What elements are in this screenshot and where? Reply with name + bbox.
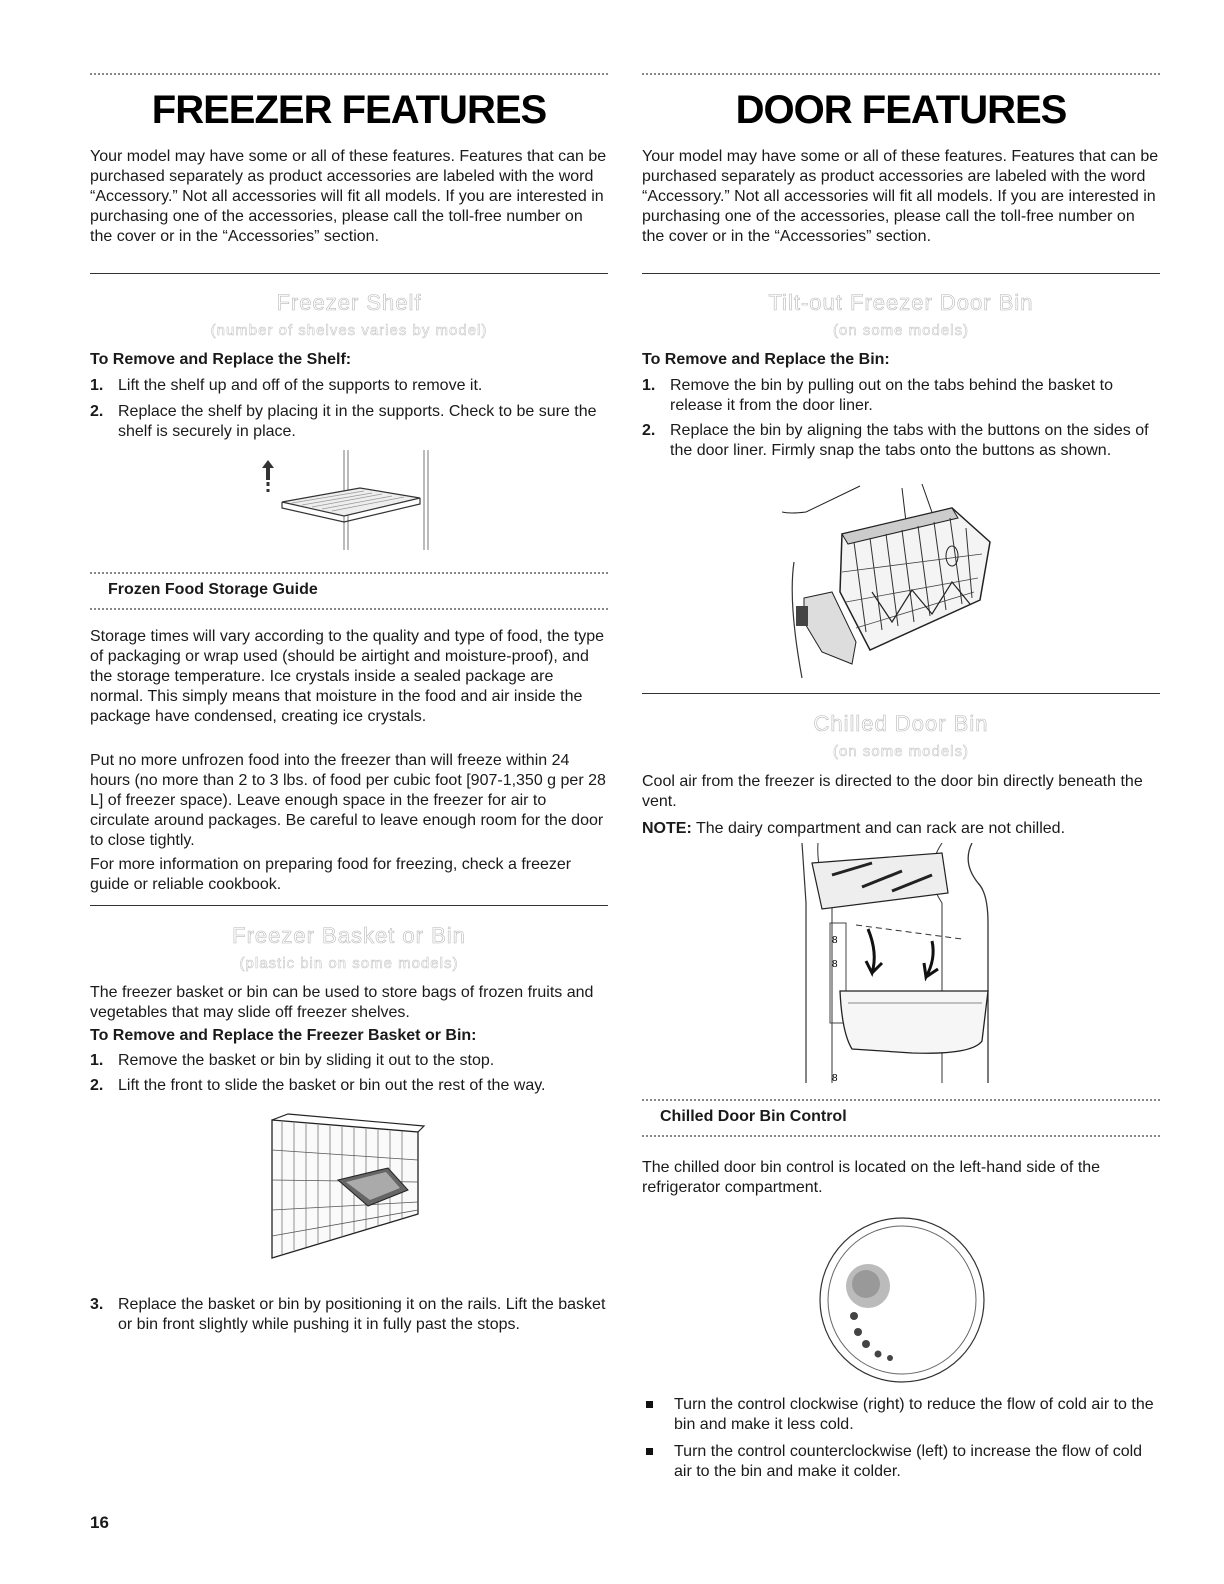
- tilt-bin-illustration: [782, 482, 1002, 682]
- step-text: Lift the front to slide the basket or bin out the rest of the way.: [118, 1077, 546, 1094]
- tilt-bin-heading: Tilt-out Freezer Door Bin: [768, 290, 1034, 315]
- basket-step: [90, 1076, 608, 1096]
- chilled-bin-illustration: [792, 843, 1012, 1088]
- bullet-text: Turn the control counterclockwise (left) to increase the flow of cold air to the bin and make it colder.: [674, 1443, 1143, 1480]
- basket-step: [90, 1295, 608, 1335]
- control-heading: Chilled Door Bin Control: [660, 1108, 847, 1125]
- chilled-bin-text: Cool air from the freezer is directed to the door bin directly beneath the vent.: [642, 773, 1143, 810]
- step-number: 2.: [90, 1077, 104, 1094]
- control-header: [642, 1099, 1160, 1137]
- up-arrow-icon: [262, 460, 274, 480]
- chilled-bin-note: [642, 819, 1160, 839]
- basket-instructions-title: To Remove and Replace the Freezer Basket or Bin:: [90, 1027, 477, 1044]
- svg-text:8: 8: [832, 959, 838, 970]
- basket-step: [90, 1051, 608, 1071]
- door-features-title: DOOR FEATURES: [735, 88, 1067, 132]
- control-bullet: [642, 1442, 1160, 1482]
- step-number: 1.: [90, 377, 104, 394]
- bullet-text: Turn the control clockwise (right) to reduce the flow of cold air to the bin and make it less cold.: [674, 1396, 1154, 1433]
- shelf-illustration: [252, 448, 452, 553]
- note-label: NOTE:: [642, 820, 692, 837]
- chilled-bin-subheading: (on some models): [832, 743, 970, 760]
- storage-paragraph: For more information on preparing food for freezing, check a freezer guide or reliable cookbook.: [90, 856, 572, 893]
- step-text: Remove the basket or bin by sliding it out to the stop.: [118, 1052, 495, 1069]
- chilled-bin-heading: Chilled Door Bin: [813, 711, 989, 736]
- svg-text:8: 8: [832, 935, 838, 946]
- tilt-bin-step: [642, 421, 1160, 461]
- bullet-square-icon: [646, 1448, 653, 1455]
- step-number: 1.: [90, 1052, 104, 1069]
- step-number: 2.: [90, 403, 104, 420]
- section-rule: [642, 693, 1160, 694]
- tilt-bin-subheading: (on some models): [832, 322, 970, 339]
- bullet-square-icon: [646, 1401, 653, 1408]
- step-text: Replace the shelf by placing it in the supports. Check to be sure the shelf is securely in place.: [118, 403, 597, 440]
- control-text: The chilled door bin control is located on the left-hand side of the refrigerator compartment.: [642, 1159, 1101, 1196]
- step-text: Replace the basket or bin by positioning it on the rails. Lift the basket or bin front slightly while pushing it in fully past the stops.: [118, 1296, 606, 1333]
- basket-subheading: (plastic bin on some models): [239, 955, 459, 972]
- basket-illustration: [268, 1110, 428, 1270]
- svg-text:8: 8: [832, 1073, 838, 1084]
- step-text: Replace the bin by aligning the tabs with the buttons on the sides of the door liner. Firmly snap the tabs onto the buttons as shown.: [670, 422, 1149, 459]
- door-intro: Your model may have some or all of these features. Features that can be purchased separately as product accessories are labeled with the word “Accessory.” Not all accessories will fit all models. If you are interested in purchasing one of the accessories, please call the toll-free number on the cover or in the “Accessories” section.: [642, 148, 1159, 245]
- step-number: 2.: [642, 422, 656, 439]
- step-text: Lift the shelf up and off of the supports to remove it.: [118, 377, 483, 394]
- section-rule: [642, 273, 1160, 274]
- top-dotted-rule: [642, 73, 1160, 75]
- freezer-features-title: FREEZER FEATURES: [151, 88, 547, 132]
- tilt-bin-instructions-title: To Remove and Replace the Bin:: [642, 351, 890, 368]
- shelf-step: [90, 402, 608, 442]
- section-rule: [90, 273, 608, 274]
- freezer-intro: Your model may have some or all of these features. Features that can be purchased separately as product accessories are labeled with the word “Accessory.” Not all accessories will fit all models. If you are interested in purchasing one of the accessories, please call the toll-free number on the cover or in the “Accessories” section.: [90, 148, 607, 245]
- storage-guide-header: [90, 572, 608, 610]
- control-bullet: [642, 1395, 1160, 1435]
- top-dotted-rule: [90, 73, 608, 75]
- storage-paragraph: Storage times will vary according to the quality and type of food, the type of packaging or wrap used (should be airtight and moisture-proof), and the storage temperature. Ice crystals inside a sealed package are normal. This simply means that moisture in the food and air inside the package have condensed, creating ice crystals.: [90, 628, 605, 725]
- freezer-shelf-subheading: (number of shelves varies by model): [210, 322, 488, 339]
- shelf-step: [90, 376, 608, 396]
- page-number: 16: [90, 1513, 109, 1532]
- tilt-bin-step: [642, 376, 1160, 416]
- step-text: Remove the bin by pulling out on the tabs behind the basket to release it from the door liner.: [670, 377, 1113, 414]
- shelf-instructions-title: To Remove and Replace the Shelf:: [90, 351, 352, 368]
- basket-heading: Freezer Basket or Bin: [232, 923, 466, 948]
- step-number: 3.: [90, 1296, 104, 1313]
- section-rule: [90, 905, 608, 906]
- note-text: The dairy compartment and can rack are not chilled.: [691, 820, 1066, 837]
- storage-paragraph: Put no more unfrozen food into the freezer than will freeze within 24 hours (no more than 2 to 3 lbs. of food per cubic foot [907-1,350 g per 28 L] of freezer space). Leave enough space in the freezer for air to circulate around packages. Be careful to leave enough room for the door to close tightly.: [90, 752, 606, 849]
- basket-intro: The freezer basket or bin can be used to store bags of frozen fruits and vegetables that may slide off freezer shelves.: [90, 984, 594, 1021]
- storage-guide-heading: Frozen Food Storage Guide: [108, 581, 318, 598]
- freezer-shelf-heading: Freezer Shelf: [276, 290, 422, 315]
- step-number: 1.: [642, 377, 656, 394]
- control-dial-illustration: [810, 1210, 990, 1385]
